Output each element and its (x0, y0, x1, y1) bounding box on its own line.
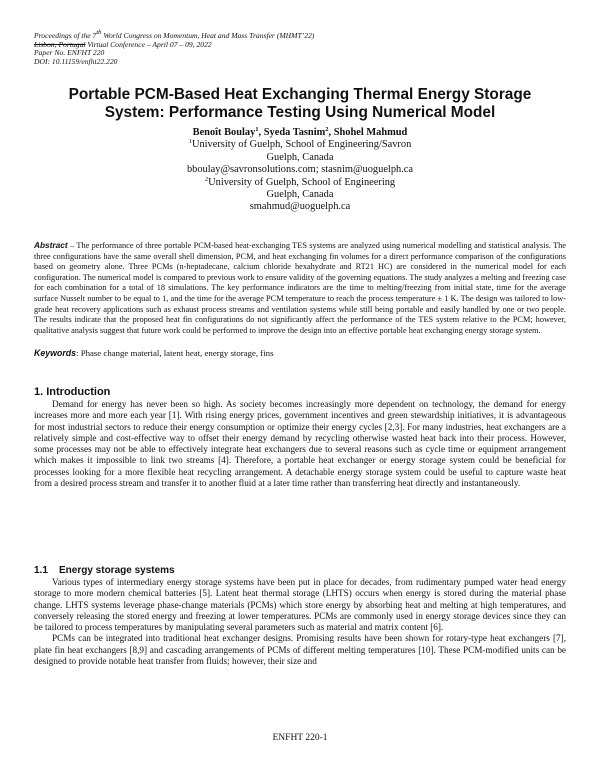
proceedings-header (34, 29, 315, 66)
keywords-text: : Phase change material, latent heat, energy storage, fins (76, 348, 274, 358)
author-block (60, 127, 540, 214)
keywords (34, 348, 274, 358)
struck-location: Lisbon, Portugal (34, 39, 86, 49)
affiliation-2-city: Guelph, Canada (266, 189, 334, 201)
energy-storage-paragraph-2: PCMs can be integrated into traditional heat exchanger designs. Promising results have been shown for rotary-type heat exchangers [7], plate fin heat exchangers [8,9] and cascading arrangements of PCMs of different melting temperatures [10]. These PCM-modified units can be designed to provide notable heat transfer from fluids; however, their size and (34, 633, 566, 666)
introduction-paragraph: Demand for energy has never been so high. As society becomes increasingly more dependent on technology, the demand for energy increases more and more each year [1]. With rising energy prices, government incentives and green stewardship initiatives, it is advantageous for most industrial sectors to reduce their energy consumption or optimize their energy cycles [2,3]. For many industries, heat exchangers are a relatively simple and cost-effective way to offset their energy demand by recycling otherwise wasted heat back into their process. However, some processes may not be able to effectively integrate heat exchangers due to several reasons such as cycle time or equipment arrangement which makes it impossible to link two streams [4]. Therefore, a portable heat exchanger or energy storage system could be beneficial for processes looking for a more flexible heat recycling arrangement. A detachable energy storage system could be useful to capture waste heat from a desired process stream and transfer it to another fluid at a later time rather than transferring heat directly and instantaneously. (34, 399, 566, 488)
paper-title: Portable PCM-Based Heat Exchanging Thermal Energy Storage System: Performance Testing Using Numerical Model (68, 86, 532, 121)
conference-line: Lisbon, Portugal Virtual Conference – April 07 – 09, 2022 (34, 39, 212, 49)
energy-storage-paragraphs (34, 577, 566, 667)
subsection-heading-energy-storage: 1.1 Energy storage systems (34, 565, 175, 576)
affiliation-2: $^2$University of Guelph, School of Engineering (204, 175, 396, 188)
affiliation-1-city: Guelph, Canada (266, 151, 334, 163)
page-footer: ENFHT 220-1 (272, 733, 328, 743)
proceedings-line: Proceedings of the 7th World Congress on Momentum, Heat and Mass Transfer (MHMT’22) (34, 29, 315, 40)
abstract (34, 240, 566, 336)
doi: DOI: 10.11159/enfht22.220 (34, 56, 118, 66)
author-names: Benoît Boulay$^1$, Syeda Tasnim$^2$, Shohel Mahmud (192, 126, 408, 138)
abstract-label: Abstract (34, 240, 68, 250)
keywords-label: Keywords (34, 348, 77, 358)
paper-number: Paper No. ENFHT 220 (34, 48, 105, 58)
section-heading-introduction: 1. Introduction (34, 386, 111, 398)
energy-storage-paragraph-1: Various types of intermediary energy storage systems have been put in place for decades, from rudimentary pumped water head energy storage to more modern chemical batteries [5]. Latent heat thermal storage (LHTS) occurs when energy is stored during the material phase change. LHTS systems leverage phase-change materials (PCMs) which store energy by absorbing heat and melting at high temperatures, and conversely releasing the stored energy and freezing at lower temperatures. PCMs are commonly used in energy storage devices since they can be tailored to process temperatures by manipulating several parameters such as material and matrix content [6]. (34, 577, 566, 632)
author-emails: bboulay@savronsolutions.com; stasnim@uoguelph.ca (186, 164, 414, 176)
affiliation-1: $^1$University of Guelph, School of Engineering/Savron (188, 138, 412, 151)
abstract-text: – The performance of three portable PCM-based heat-exchanging TES systems are analyzed using numerical modelling and statistical analysis. The three configurations have the same overall shell dimension, PCM, and heat exchanging fin volumes for a direct performance comparison of the configurations based on geometry alone. Three PCMs (n-heptadecane, calcium chloride hexahydrate and RT21 HC) are considered in the numerical model for each configuration. The numerical model is compared to previous work to ensure validity of the governing equations. The study analyzes a melting and freezing case for each combination for a total of 18 simulations. The key performance indicators are the time to melting/freezing from initial state, time for the average surface Nusselt number to be equal to 1, and the time for the average PCM temperature to reach the process temperature ± 1 K. The design was tailored to low-grade heat recovery applications such as exhaust process streams and ventilation systems while still being portable and easily handled by one or two people. The results indicate that the proposed heat fin configurations do not significantly affect the performance of the TES system relative to the PCM; however, qualitative analysis suggest that future work could be performed to improve the design into an effective portable heat exchanging energy storage system. (34, 241, 566, 335)
author-email-2: smahmud@uoguelph.ca (249, 201, 351, 213)
